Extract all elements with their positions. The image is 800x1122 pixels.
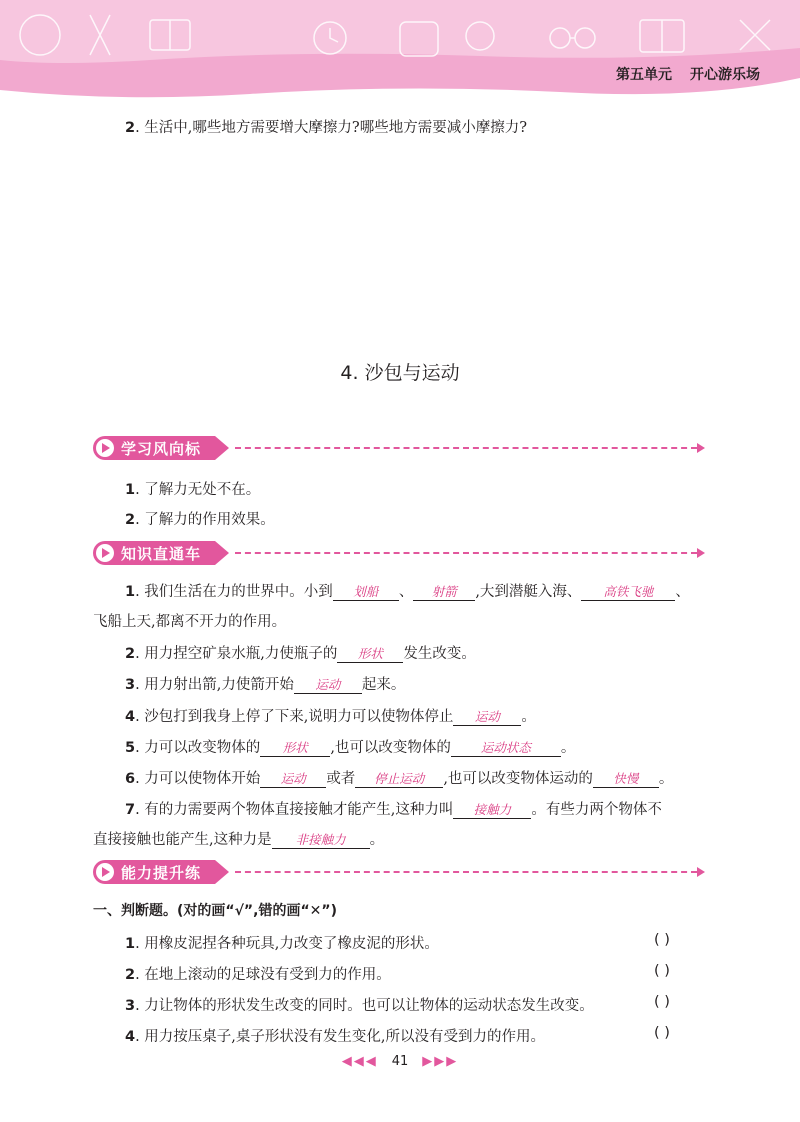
item-number: 5 <box>125 740 136 756</box>
item-text: . 我们生活在力的世界中。小到 <box>135 584 333 600</box>
section-header-knowledge <box>93 541 705 565</box>
goal-number: 1 <box>125 482 136 498</box>
answer-blank: 运动 <box>260 771 326 788</box>
goal-text: . 了解力的作用效果。 <box>135 512 275 528</box>
knowledge-item <box>125 767 673 788</box>
section-label: 学习风向标 <box>121 440 202 458</box>
item-text: 或者 <box>326 771 356 787</box>
unit-label: 第五单元 <box>616 67 672 83</box>
section-header-practice <box>93 860 705 884</box>
arrow-right-icon <box>697 867 705 877</box>
section-label: 能力提升练 <box>121 864 202 882</box>
item-text: . 力可以使物体开始 <box>135 771 261 787</box>
answer-blank: 运动 <box>453 709 521 726</box>
knowledge-item-continued: 飞船上天,都离不开力的作用。 <box>93 614 287 630</box>
answer-blank: 接触力 <box>453 802 531 819</box>
answer-blank: 射箭 <box>413 584 475 601</box>
arrow-right-icon <box>697 548 705 558</box>
page-number: 41 <box>391 1054 409 1069</box>
item-number: 1 <box>125 584 136 600</box>
knowledge-item <box>125 642 476 663</box>
header-banner <box>0 0 800 110</box>
answer-blank: 高铁飞驰 <box>581 584 675 601</box>
item-text: 。有些力两个物体不 <box>531 802 662 818</box>
item-text: . 用力按压桌子,桌子形状没有发生变化,所以没有受到力的作用。 <box>135 1029 546 1045</box>
right-arrows-icon: ▶▶▶ <box>422 1054 459 1069</box>
answer-blank: 快慢 <box>593 771 659 788</box>
judgment-item <box>125 963 391 984</box>
judgment-item <box>125 1025 545 1046</box>
item-text: . 力让物体的形状发生改变的同时。也可以让物体的运动状态发生改变。 <box>135 998 594 1014</box>
answer-parentheses[interactable]: ( ) <box>654 963 670 979</box>
item-number: 4 <box>125 1029 136 1045</box>
item-text: 发生改变。 <box>403 646 476 662</box>
question-text: . 生活中,哪些地方需要增大摩擦力?哪些地方需要减小摩擦力? <box>135 120 527 136</box>
item-text: 直接接触也能产生,这种力是 <box>93 832 272 848</box>
item-text: 、 <box>675 584 690 600</box>
item-text: . 用橡皮泥捏各种玩具,力改变了橡皮泥的形状。 <box>135 936 439 952</box>
item-number: 2 <box>125 646 136 662</box>
dashed-divider <box>235 871 697 873</box>
answer-blank: 运动 <box>294 677 362 694</box>
answer-blank: 运动状态 <box>451 740 561 757</box>
item-text: . 力可以改变物体的 <box>135 740 261 756</box>
item-text: 、 <box>398 584 414 600</box>
section-label: 知识直通车 <box>121 545 202 563</box>
practice-heading: 一、判断题。(对的画“√”,错的画“✕”) <box>93 903 337 919</box>
item-text: 。 <box>369 832 385 848</box>
item-text: 。 <box>521 709 536 725</box>
answer-blank: 停止运动 <box>355 771 443 788</box>
goal-item <box>125 478 260 499</box>
knowledge-item <box>125 705 536 726</box>
answer-blank: 划船 <box>333 584 399 601</box>
item-text: 。 <box>560 740 576 756</box>
answer-parentheses[interactable]: ( ) <box>654 1025 670 1041</box>
item-number: 1 <box>125 936 136 952</box>
item-number: 4 <box>125 709 136 725</box>
judgment-item <box>125 932 439 953</box>
arrow-right-icon <box>697 443 705 453</box>
play-icon <box>96 863 114 881</box>
item-number: 3 <box>125 998 136 1014</box>
dashed-divider <box>235 447 697 449</box>
judgment-item <box>125 994 594 1015</box>
answer-blank: 形状 <box>260 740 330 757</box>
item-text: 。 <box>658 771 674 787</box>
item-text: ,也可以改变物体运动的 <box>443 771 593 787</box>
item-number: 6 <box>125 771 136 787</box>
knowledge-item <box>125 798 662 819</box>
item-text: 起来。 <box>361 677 406 693</box>
knowledge-item <box>125 736 575 757</box>
lesson-title: 4. 沙包与运动 <box>340 362 460 384</box>
item-number: 7 <box>125 802 136 818</box>
knowledge-item <box>125 673 405 694</box>
item-number: 2 <box>125 967 136 983</box>
answer-blank: 形状 <box>337 646 403 663</box>
item-text: . 沙包打到我身上停了下来,说明力可以使物体停止 <box>135 709 454 725</box>
item-text: ,也可以改变物体的 <box>330 740 451 756</box>
left-arrows-icon: ◀◀◀ <box>341 1054 378 1069</box>
answer-parentheses[interactable]: ( ) <box>654 994 670 1010</box>
play-icon <box>96 544 114 562</box>
page-footer <box>0 1054 800 1069</box>
section-header-goals <box>93 436 705 460</box>
knowledge-item <box>125 580 690 601</box>
goal-item <box>125 508 275 529</box>
knowledge-item-continued <box>93 828 384 849</box>
item-number: 3 <box>125 677 136 693</box>
question-number: 2 <box>125 120 136 136</box>
item-text: . 用力捏空矿泉水瓶,力使瓶子的 <box>135 646 338 662</box>
answer-parentheses[interactable]: ( ) <box>654 932 670 948</box>
play-icon <box>96 439 114 457</box>
dashed-divider <box>235 552 697 554</box>
item-text: . 在地上滚动的足球没有受到力的作用。 <box>135 967 391 983</box>
goal-text: . 了解力无处不在。 <box>135 482 261 498</box>
unit-title: 开心游乐场 <box>690 67 760 83</box>
item-text: . 用力射出箭,力使箭开始 <box>135 677 294 693</box>
item-text: ,大到潜艇入海、 <box>475 584 582 600</box>
goal-number: 2 <box>125 512 136 528</box>
top-question <box>125 116 527 137</box>
item-text: . 有的力需要两个物体直接接触才能产生,这种力叫 <box>135 802 454 818</box>
answer-blank: 非接触力 <box>272 832 370 849</box>
